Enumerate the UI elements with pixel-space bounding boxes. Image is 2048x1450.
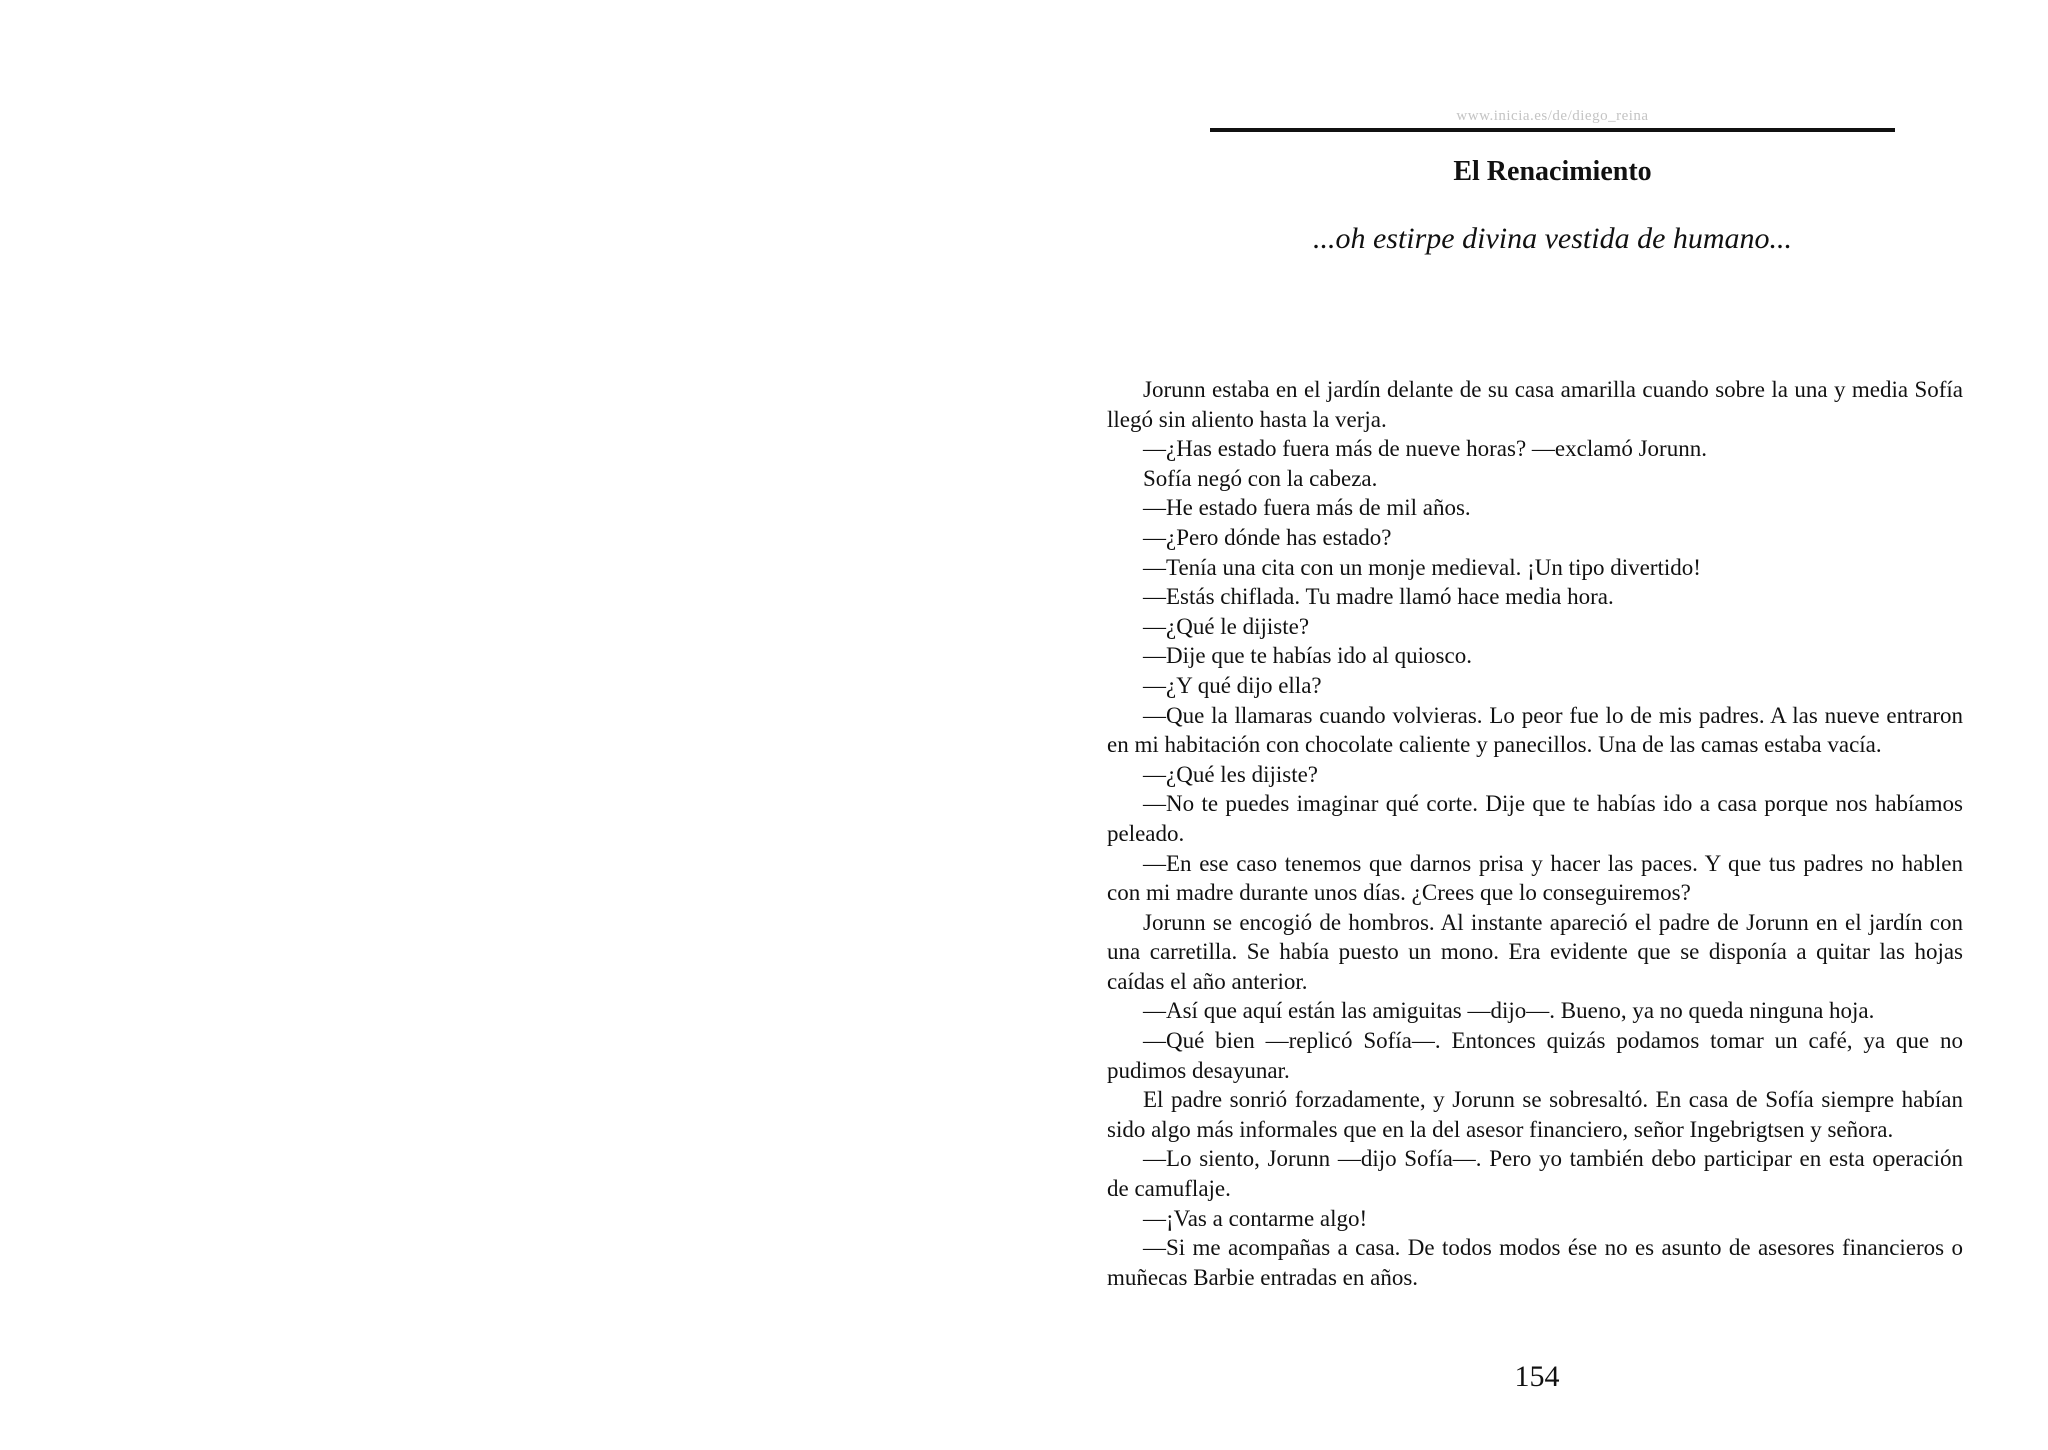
page-number: 154 [1514,1360,1560,1393]
body-text [1107,375,1963,1292]
paragraph: —Así que aquí están las amiguitas —dijo—. Bueno, ya no queda ninguna hoja. [1143,998,1875,1024]
paragraph: —Tenía una cita con un monje medieval. ¡Un tipo divertido! [1143,554,1701,580]
paragraph: —Dije que te habías ido al quiosco. [1143,643,1472,669]
header-url: www.inicia.es/de/diego_reina [1456,108,1649,124]
header-rule [1210,128,1895,132]
left-page-blank [0,0,1020,1450]
paragraph: —¿Has estado fuera más de nueve horas? —exclamó Jorunn. [1143,436,1707,462]
paragraph: —¿Qué le dijiste? [1143,613,1310,639]
paragraph: —Si me acompañas a casa. De todos modos ése no es asunto de asesores financieros o muñecas Barbie entradas en años. [1107,1235,1963,1290]
paragraph: —He estado fuera más de mil años. [1143,495,1471,521]
paragraph: Jorunn estaba en el jardín delante de su casa amarilla cuando sobre la una y media Sofía llegó sin aliento hasta la verja. [1107,377,1963,432]
chapter-title: El Renacimiento [1453,156,1652,187]
paragraph: Jorunn se encogió de hombros. Al instante apareció el padre de Jorunn en el jardín con una carretilla. Se había puesto un mono. Era evidente que se disponía a quitar las hojas caídas el año anterior. [1107,909,1963,994]
chapter-epigraph: ...oh estirpe divina vestida de humano... [1312,222,1793,255]
paragraph: —Qué bien —replicó Sofía—. Entonces quizás podamos tomar un café, ya que no pudimos desayunar. [1107,1028,1963,1083]
paragraph: —Estás chiflada. Tu madre llamó hace media hora. [1143,584,1614,610]
paragraph: —Que la llamaras cuando volvieras. Lo peor fue lo de mis padres. A las nueve entraron en mi habitación con chocolate caliente y panecillos. Una de las camas estaba vacía. [1107,702,1963,758]
paragraph: —¡Vas a contarme algo! [1143,1205,1368,1231]
paragraph: —En ese caso tenemos que darnos prisa y hacer las paces. Y que tus padres no hablen con mi madre durante unos días. ¿Crees que lo conseguiremos? [1107,850,1963,906]
paragraph: Sofía negó con la cabeza. [1143,465,1378,491]
paragraph: —Lo siento, Jorunn —dijo Sofía—. Pero yo también debo participar en esta operación de camuflaje. [1107,1146,1963,1202]
paragraph: —¿Pero dónde has estado? [1143,524,1392,550]
paragraph: El padre sonrió forzadamente, y Jorunn se sobresaltó. En casa de Sofía siempre habían sido algo más informales que en la del asesor financiero, señor Ingebrigtsen y señora. [1107,1087,1963,1142]
paragraph: —¿Y qué dijo ella? [1143,672,1322,698]
paragraph: —¿Qué les dijiste? [1143,761,1319,787]
paragraph: —No te puedes imaginar qué corte. Dije que te habías ido a casa porque nos habíamos peleado. [1107,791,1963,846]
